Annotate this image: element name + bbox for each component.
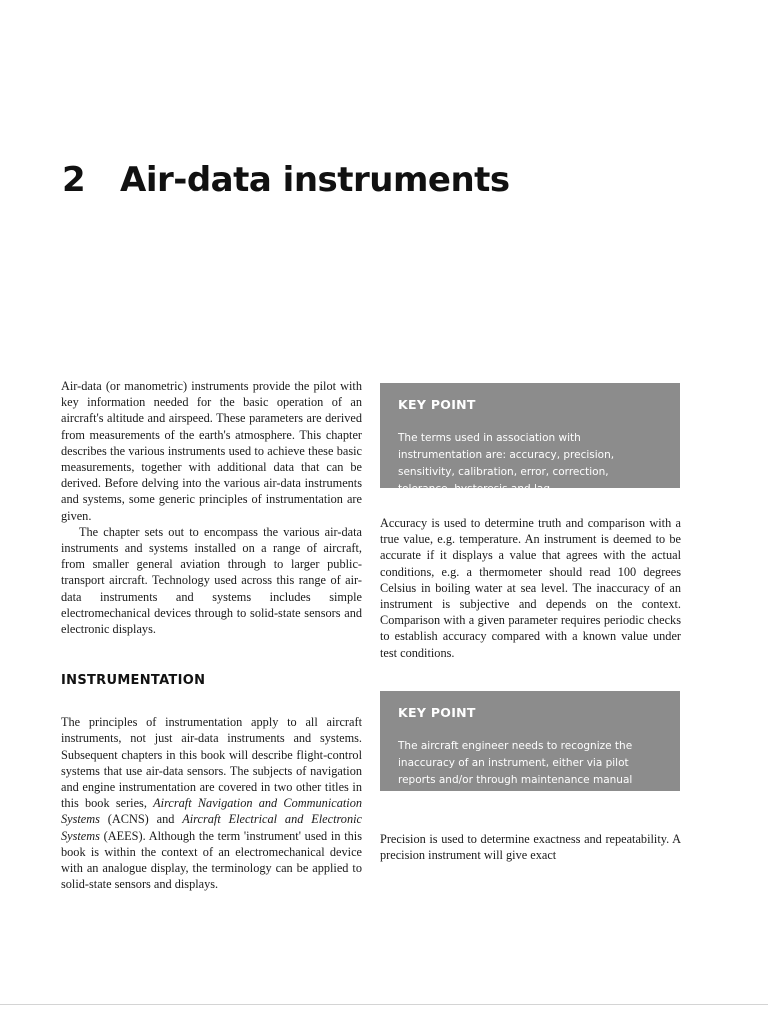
chapter-title (62, 160, 510, 200)
key-point-heading-2: KEY POINT (398, 704, 476, 720)
chapter-number: 2 (62, 160, 86, 200)
chapter-title-text: Air-data instruments (120, 160, 510, 200)
key-point-heading-1: KEY POINT (398, 397, 476, 412)
right-column (380, 378, 681, 863)
section-heading-instrumentation: INSTRUMENTATION (61, 673, 206, 689)
key-point-box-2 (380, 691, 680, 803)
key-point-text-1: The terms used in association with instrumentation are: accuracy, precision, sensitivity, calibration, error, correction, tolerance, hysteresis and lag. (398, 432, 615, 495)
book-title-aees: Aircraft Electrical and Electronic Systems (61, 812, 362, 843)
intro-paragraph-2: The chapter sets out to encompass the various air-data instruments and systems installed on a range of aircraft, from smaller general aviation through to larger public-transport aircraft. Technology used across this range of air-data instruments and systems includes simple electromechanical devices through to solid-state sensors and electronic displays. (61, 524, 362, 637)
page-bottom-divider (0, 1004, 768, 1005)
instrumentation-paragraph (61, 714, 362, 892)
instrumentation-text-3: (AEES). Although the term 'instrument' used in this book is within the context of an electromechanical device with an analogue display, the terminology can be applied to solid-state sensors and displays. (61, 828, 362, 892)
intro-paragraph-1: Air-data (or manometric) instruments provide the pilot with key information needed for the basic operation of an aircraft's altitude and airspeed. These parameters are derived from measurements of the earth's atmosphere. This chapter describes the various instruments used to achieve these basic measurements, together with additional data that can be derived. Before delving into the various air-data instruments and systems, some generic principles of instrumentation are given. (61, 379, 362, 523)
instrumentation-text-2: (ACNS) and (99, 812, 183, 827)
instrumentation-text-1: The principles of instrumentation apply to all aircraft instruments, not just air-data instruments and systems. Subsequent chapters in this book will describe flight-control systems that use air-data sensors. The subjects of navigation and engine instrumentation are covered in two other titles in this book series, (61, 715, 362, 811)
key-point-text-2: The aircraft engineer needs to recognize the inaccuracy of an instrument, either via pilot reports and/or through maintenance manual limits. (398, 739, 633, 803)
left-column (61, 378, 362, 892)
key-point-box-1 (380, 383, 680, 495)
precision-paragraph: Precision is used to determine exactness and repeatability. A precision instrument will give exact (380, 831, 681, 863)
book-title-acns: Aircraft Navigation and Communication Systems (61, 796, 362, 827)
accuracy-paragraph: Accuracy is used to determine truth and comparison with a true value, e.g. temperature. An instrument is deemed to be accurate if it displays a value that agrees with the actual conditions, e.g. a thermometer should read 100 degrees Celsius in boiling water at sea level. The inaccuracy of an instrument is subjective and depends on the context. Comparison with a given parameter requires periodic checks to establish accuracy compared with a known value under test conditions. (380, 516, 681, 660)
